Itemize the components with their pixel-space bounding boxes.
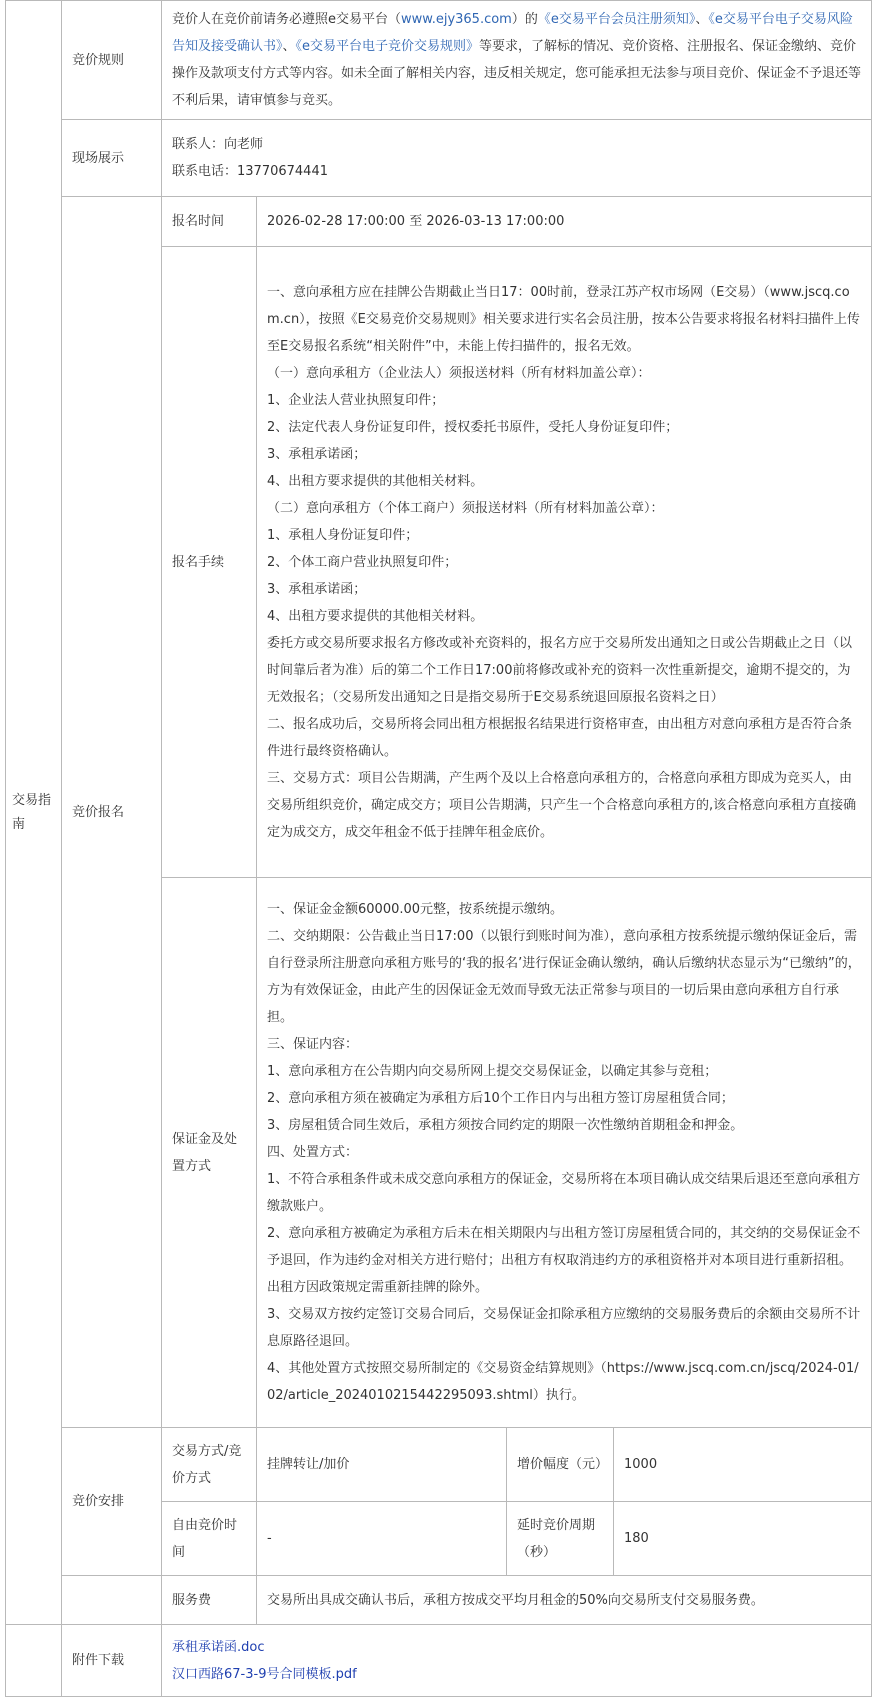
proc-line: （一）意向承租方（企业法人）须报送材料（所有材料加盖公章）： — [267, 365, 651, 381]
section-spacer-2 — [6, 1625, 62, 1697]
rules-text-2: ）的 — [511, 12, 538, 27]
deposit-label: 保证金及处置方式 — [162, 878, 257, 1428]
increment-value: 1000 — [614, 1428, 872, 1502]
site-show-label: 现场展示 — [62, 120, 162, 197]
attachment-link[interactable]: 汉口西路67-3-9号合同模板.pdf — [172, 1666, 357, 1682]
rules-sep-2: 、 — [282, 39, 296, 54]
deposit-line: 3、交易双方按约定签订交易合同后，交易保证金扣除承租方应缴纳的交易服务费后的余额由交易所不计息原路径退回。 — [267, 1307, 861, 1349]
service-fee-label: 服务费 — [162, 1576, 257, 1625]
registration-label: 竞价报名 — [62, 197, 162, 1428]
doc-link-registration[interactable]: 《e交易平台会员注册须知》 — [537, 12, 696, 27]
rules-sep-1: 、 — [695, 12, 709, 27]
proc-line: 二、报名成功后，交易所将会同出租方根据报名结果进行资格审查，由出租方对意向承租方是否符合条件进行最终资格确认。 — [267, 716, 853, 759]
increment-label: 增价幅度（元） — [507, 1428, 614, 1502]
proc-line: （二）意向承租方（个体工商户）须报送材料（所有材料加盖公章）： — [267, 500, 664, 516]
rules-text-1: 竞价人在竞价前请务必遵照e交易平台（ — [172, 12, 401, 27]
doc-link-risk[interactable]: 《e交易平台电子交易风险告知及接受确认书》 — [172, 12, 853, 54]
deposit-content — [257, 878, 872, 1428]
deposit-line: 1、不符合承租条件或未成交意向承租方的保证金，交易所将在本项目确认成交结果后退还至意向承租方缴款账户。 — [267, 1172, 861, 1214]
method-value: 挂牌转让/加价 — [257, 1428, 507, 1502]
rules-text — [162, 1, 872, 120]
proc-line: 委托方或交易所要求报名方修改或补充资料的，报名方应于交易所发出通知之日或公告期截止之日（以时间靠后者为准）后的第二个工作日17:00前将修改或补充的资料一次性重新提交，逾期不提交的，为无效报名；（交易所发出通知之日是指交易所于E交易系统退回原报名资料之日） — [267, 635, 853, 705]
deposit-line: 4、其他处置方式按照交易所制定的《交易资金结算规则》（https://www.jscq.com.cn/jscq/2024-01/02/article_2024010215442295093.shtml）执行。 — [267, 1361, 859, 1403]
attachments-content — [162, 1625, 872, 1697]
contact-person: 联系人：向老师 — [172, 137, 264, 152]
proc-line: 一、意向承租方应在挂牌公告期截止当日17：00时前，登录江苏产权市场网（E交易）（www.jscq.com.cn），按照《E交易竞价交易规则》相关要求进行实名会员注册，按本公告要求将报名材料扫描件上传至E交易报名系统“相关附件”中，未能上传扫描件的，报名无效。 — [267, 284, 860, 354]
site-show-content — [162, 120, 872, 197]
section-label: 交易指南 — [6, 1, 62, 1625]
deposit-line: 三、保证内容： — [267, 1037, 359, 1052]
proc-line: 1、承租人身份证复印件； — [267, 527, 419, 543]
deposit-line: 2、意向承租方被确定为承租方后未在相关期限内与出租方签订房屋租赁合同的，其交纳的交易保证金不予退回，作为违约金对相关方进行赔付；出租方有权取消违约方的承租资格并对本项目进行重新招租。出租方因政策规定需重新挂牌的除外。 — [267, 1226, 861, 1295]
delay-value: 180 — [614, 1502, 872, 1576]
proc-line: 3、承租承诺函； — [267, 581, 367, 597]
proc-line: 三、交易方式：项目公告期满，产生两个及以上合格意向承租方的，合格意向承租方即成为竞买人，由交易所组织竞价，确定成交方；项目公告期满，只产生一个合格意向承租方的,该合格意向承租方直接确定为成交方，成交年租金不低于挂牌年租金底价。 — [267, 770, 857, 840]
reg-proc-content — [257, 247, 872, 878]
deposit-line: 2、意向承租方须在被确定为承租方后10个工作日内与出租方签订房屋租赁合同； — [267, 1091, 734, 1106]
free-bid-value: - — [257, 1502, 507, 1576]
proc-line: 4、出租方要求提供的其他相关材料。 — [267, 473, 484, 489]
reg-time-value: 2026-02-28 17:00:00 至 2026-03-13 17:00:00 — [257, 197, 872, 247]
reg-proc-label: 报名手续 — [162, 247, 257, 878]
deposit-line: 四、处置方式： — [267, 1145, 359, 1160]
contact-phone: 联系电话：13770674441 — [172, 164, 328, 179]
attachments-label: 附件下载 — [62, 1625, 162, 1697]
proc-line: 2、法定代表人身份证复印件，授权委托书原件，受托人身份证复印件； — [267, 419, 679, 435]
free-bid-label: 自由竞价时间 — [162, 1502, 257, 1576]
delay-label: 延时竞价周期（秒） — [507, 1502, 614, 1576]
section-spacer — [62, 1576, 162, 1625]
attachment-link[interactable]: 承租承诺函.doc — [172, 1639, 265, 1655]
rules-text-3: 等要求，了解标的情况、竞价资格、注册报名、保证金缴纳、竞价操作及款项支付方式等内容。如未全面了解相关内容，违反相关规定，您可能承担无法参与项目竞价、保证金不予退还等不利后果，请审慎参与竞买。 — [172, 39, 862, 108]
proc-line: 1、企业法人营业执照复印件； — [267, 392, 445, 408]
proc-line: 4、出租方要求提供的其他相关材料。 — [267, 608, 484, 624]
service-fee-text: 交易所出具成交确认书后，承租方按成交平均月租金的50%向交易所支付交易服务费。 — [257, 1576, 872, 1625]
reg-time-label: 报名时间 — [162, 197, 257, 247]
method-label: 交易方式/竞价方式 — [162, 1428, 257, 1502]
site-link[interactable]: www.ejy365.com — [401, 12, 512, 27]
deposit-line: 1、意向承租方在公告期内向交易所网上提交交易保证金，以确定其参与竞租； — [267, 1064, 718, 1079]
doc-link-bidding-rules[interactable]: 《e交易平台电子竞价交易规则》 — [295, 39, 480, 54]
deposit-line: 一、保证金金额60000.00元整，按系统提示缴纳。 — [267, 902, 564, 917]
proc-line: 2、个体工商户营业执照复印件； — [267, 554, 458, 570]
deposit-line: 二、交纳期限：公告截止当日17:00（以银行到账时间为准），意向承租方按系统提示缴纳保证金后，需自行登录所注册意向承租方账号的‘我的报名’进行保证金确认缴纳，确认后缴纳状态显示为“已缴纳”的，方为有效保证金，由此产生的因保证金无效而导致无法正常参与项目的一切后果由意向承租方自行承担。 — [267, 929, 861, 1025]
arrangement-label: 竞价安排 — [62, 1428, 162, 1576]
proc-line: 3、承租承诺函； — [267, 446, 367, 462]
rules-label: 竞价规则 — [62, 1, 162, 120]
trade-guide-table — [5, 0, 872, 1697]
deposit-line: 3、房屋租赁合同生效后，承租方须按合同约定的期限一次性缴纳首期租金和押金。 — [267, 1118, 744, 1133]
